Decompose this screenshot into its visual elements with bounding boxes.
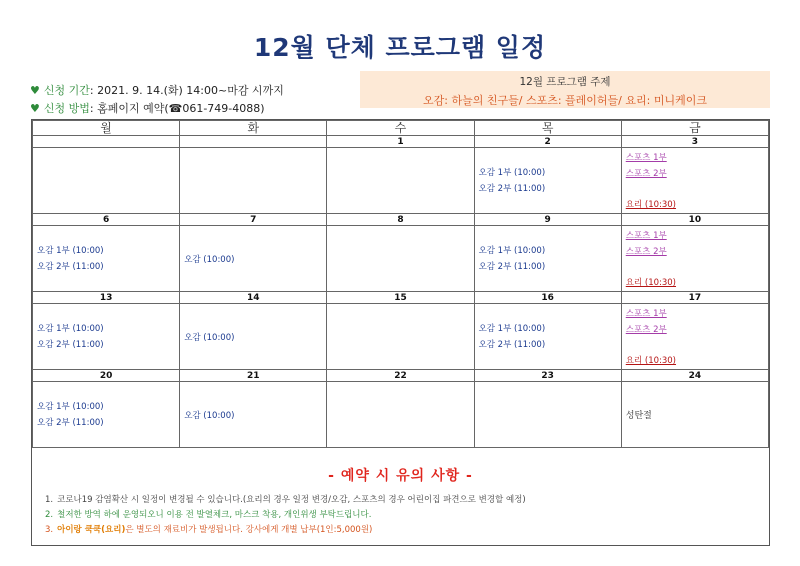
weekday-tue: 화 (180, 121, 327, 136)
date-row (33, 214, 769, 226)
weekday-mon: 월 (33, 121, 180, 136)
heart-icon: ♥ (30, 84, 40, 97)
program-cell (33, 304, 180, 370)
date-cell (33, 136, 180, 148)
program-cell-empty (327, 148, 474, 214)
program-entry: 오감 1부 (10:00) (478, 245, 546, 256)
date-cell: 14 (180, 292, 327, 304)
program-entry: 오감 1부 (10:00) (37, 245, 104, 256)
program-cell-empty (327, 226, 474, 292)
application-period (30, 82, 284, 98)
period-label: 신청 기간 (43, 84, 90, 97)
theme-detail: 오감: 하늘의 친구들/ 스포츠: 플레이허들/ 요리: 미니케이크 (423, 94, 707, 107)
date-cell: 2 (474, 136, 621, 148)
program-cell-empty (474, 382, 621, 448)
notice-title: - 예약 시 유의 사항 - (328, 468, 473, 484)
page-title: 12월 단체 프로그램 일정 (253, 33, 547, 62)
date-cell: 22 (327, 370, 474, 382)
sport-session-link[interactable]: 스포츠 2부 (625, 325, 667, 335)
program-entry: 오감 2부 (11:00) (37, 417, 104, 428)
theme-title: 12월 프로그램 주제 (519, 76, 611, 88)
notice-text: 코로나19 감염확산 시 일정이 변경될 수 있습니다.(요리의 경우 일정 변경/오감, 스포츠의 경우 어린이집 파견으로 변경할 예정) (57, 495, 526, 505)
program-cell (621, 304, 768, 370)
program-cell-empty (180, 148, 327, 214)
notice-text: 철저한 방역 하에 운영되오니 이용 전 발열체크, 마스크 착용, 개인위생 부탁드립니다. (57, 510, 372, 520)
program-entry: 오감 1부 (10:00) (37, 323, 104, 334)
sport-session-link[interactable]: 스포츠 1부 (625, 231, 667, 241)
program-cell (621, 226, 768, 292)
weekday-wed: 수 (327, 121, 474, 136)
cooking-session-link[interactable]: 요리 (10:30) (625, 356, 677, 366)
cooking-session-link[interactable]: 요리 (10:30) (625, 278, 677, 288)
method-value: : 홈페이지 예약(☎061-749-4088) (89, 102, 265, 115)
program-entry: 오감 (10:00) (184, 332, 235, 343)
program-cell-empty (327, 304, 474, 370)
program-cell-empty (33, 148, 180, 214)
date-cell: 8 (327, 214, 474, 226)
program-entry: 오감 1부 (10:00) (37, 401, 104, 412)
notice-number: 2. (45, 510, 54, 520)
notice-item (45, 523, 770, 538)
date-cell: 1 (327, 136, 474, 148)
date-row (33, 370, 769, 382)
method-label: 신청 방법 (43, 102, 90, 115)
heart-icon: ♥ (30, 102, 40, 115)
date-cell: 3 (621, 136, 768, 148)
program-entry: 오감 1부 (10:00) (478, 167, 546, 178)
weekday-thu: 목 (474, 121, 621, 136)
date-row (33, 136, 769, 148)
period-value: : 2021. 9. 14.(화) 14:00~마감 시까지 (89, 84, 284, 97)
notice-item (45, 493, 770, 508)
program-entry: 오감 (10:00) (184, 254, 235, 265)
date-cell (180, 136, 327, 148)
date-cell: 20 (33, 370, 180, 382)
notice-text: 은 별도의 재료비가 발생됩니다. 강사에게 개별 납부(1인:5,000원) (125, 525, 373, 535)
date-cell: 13 (33, 292, 180, 304)
program-cell (474, 226, 621, 292)
program-row (33, 148, 769, 214)
date-row (33, 292, 769, 304)
date-cell: 10 (621, 214, 768, 226)
notice-number: 3. (45, 525, 54, 535)
program-cell (33, 226, 180, 292)
date-cell: 7 (180, 214, 327, 226)
date-cell: 21 (180, 370, 327, 382)
date-cell: 16 (474, 292, 621, 304)
program-cell (474, 148, 621, 214)
date-cell: 9 (474, 214, 621, 226)
date-cell: 6 (33, 214, 180, 226)
program-cell (621, 382, 768, 448)
notice-number: 1. (45, 495, 54, 505)
program-cell-empty (327, 382, 474, 448)
cooking-session-link[interactable]: 요리 (10:30) (625, 200, 677, 210)
program-entry: 오감 2부 (11:00) (37, 261, 104, 272)
weekday-header-row (33, 121, 769, 136)
holiday-label: 성탄절 (625, 411, 652, 421)
program-entry: 오감 2부 (11:00) (37, 339, 104, 350)
sport-session-link[interactable]: 스포츠 1부 (625, 153, 667, 163)
date-cell: 15 (327, 292, 474, 304)
date-cell: 24 (621, 370, 768, 382)
application-method (30, 100, 265, 116)
program-cell (474, 304, 621, 370)
sport-session-link[interactable]: 스포츠 1부 (625, 309, 667, 319)
date-cell: 23 (474, 370, 621, 382)
weekday-fri: 금 (621, 121, 768, 136)
program-cell (621, 148, 768, 214)
program-cell (180, 382, 327, 448)
notice-highlight: 아이랑 쿡쿡(요리) (57, 525, 126, 535)
notice-list (45, 493, 770, 538)
program-entry: 오감 1부 (10:00) (478, 323, 546, 334)
program-row (33, 382, 769, 448)
program-cell (180, 304, 327, 370)
program-row (33, 304, 769, 370)
sport-session-link[interactable]: 스포츠 2부 (625, 247, 667, 257)
program-cell (33, 382, 180, 448)
calendar-table (32, 120, 769, 448)
program-cell (180, 226, 327, 292)
program-entry: 오감 2부 (11:00) (478, 183, 546, 194)
notice-item (45, 508, 770, 523)
program-entry: 오감 (10:00) (184, 410, 235, 421)
sport-session-link[interactable]: 스포츠 2부 (625, 169, 667, 179)
program-entry: 오감 2부 (11:00) (478, 339, 546, 350)
program-row (33, 226, 769, 292)
date-cell: 17 (621, 292, 768, 304)
program-entry: 오감 2부 (11:00) (478, 261, 546, 272)
program-theme-box (360, 71, 770, 108)
reservation-notice (31, 458, 770, 546)
